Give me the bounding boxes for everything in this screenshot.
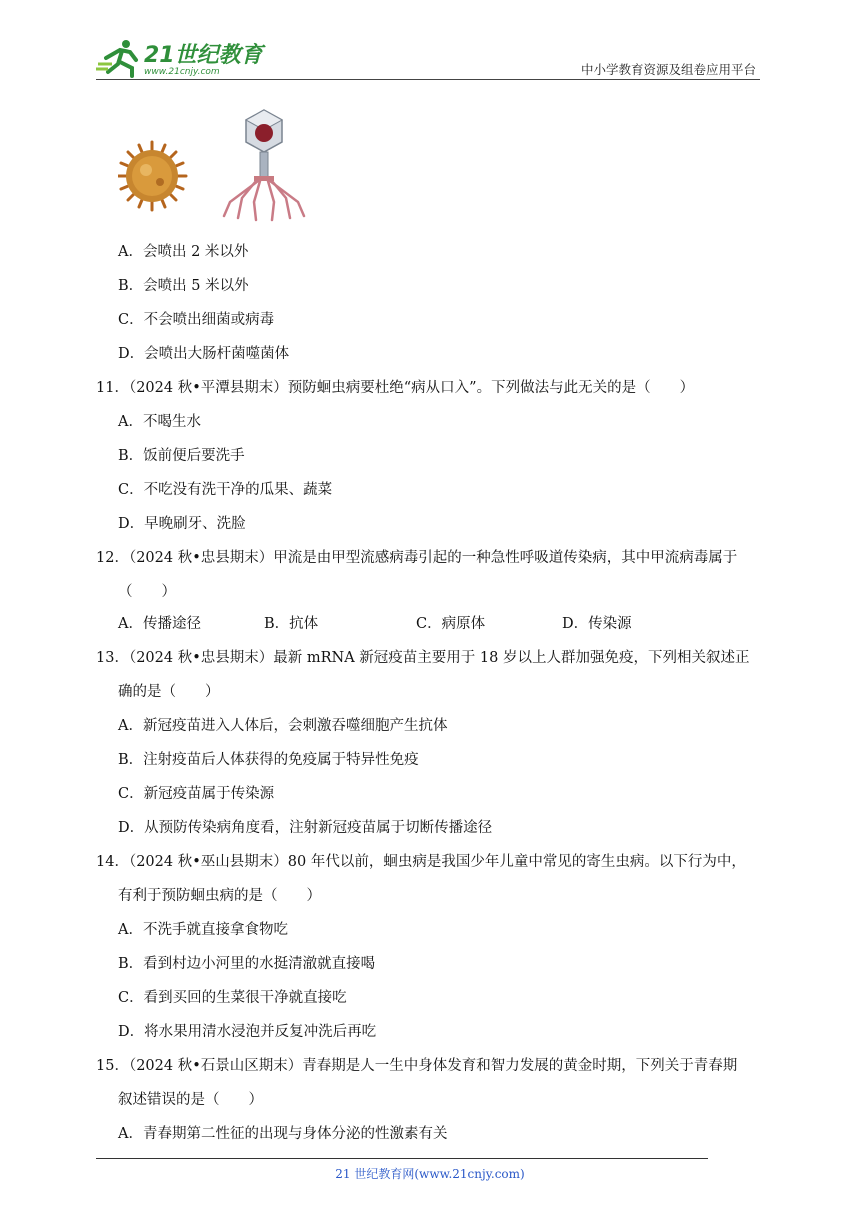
q15-stem-cont: 叙述错误的是（ ） (118, 1092, 263, 1108)
q12-stem-cont: （ ） (118, 584, 176, 600)
q11-option-d: D．早晚刷牙、洗脸 (118, 516, 246, 532)
q14-stem: 14．（2024 秋•巫山县期末）80 年代以前，蛔虫病是我国少年儿童中常见的寄生虫病。以下行为中， (96, 854, 746, 870)
q14-stem-cont: 有利于预防蛔虫病的是（ ） (118, 888, 321, 904)
q14-option-d: D．将水果用清水浸泡并反复冲洗后再吃 (118, 1024, 377, 1040)
q14-option-c: C．看到买回的生菜很干净就直接吃 (118, 990, 347, 1006)
q10-option-a: A．会喷出 2 米以外 (118, 244, 249, 260)
logo-url: www.21cnjy.com (144, 67, 220, 77)
platform-name: 中小学教育资源及组卷应用平台 (580, 62, 756, 77)
q13-option-d: D．从预防传染病角度看，注射新冠疫苗属于切断传播途径 (118, 820, 493, 836)
runner-icon (96, 40, 136, 76)
footer-text: 21 世纪教育网(www.21cnjy.com) (335, 1167, 525, 1181)
footer-divider (96, 1158, 708, 1159)
q13-option-c: C．新冠疫苗属于传染源 (118, 786, 275, 802)
q13-option-a: A．新冠疫苗进入人体后，会刺激吞噬细胞产生抗体 (118, 718, 448, 734)
q13-option-b: B．注射疫苗后人体获得的免疫属于特异性免疫 (118, 752, 419, 768)
q12-option-d: D．传染源 (562, 616, 632, 632)
header-divider (96, 79, 760, 80)
q10-option-d: D．会喷出大肠杆菌噬菌体 (118, 346, 290, 362)
q10-option-c: C．不会喷出细菌或病毒 (118, 312, 275, 328)
q11-stem: 11．（2024 秋•平潭县期末）预防蛔虫病要杜绝“病从口入”。下列做法与此无关的是（ ） (96, 380, 695, 396)
q10-option-b: B．会喷出 5 米以外 (118, 278, 249, 294)
q12-options (118, 612, 678, 634)
q12-stem: 12．（2024 秋•忠县期末）甲流是由甲型流感病毒引起的一种急性呼吸道传染病，其中甲流病毒属于 (96, 550, 738, 566)
q13-stem: 13．（2024 秋•忠县期末）最新 mRNA 新冠疫苗主要用于 18 岁以上人群加强免疫，下列相关叙述正 (96, 650, 750, 666)
site-logo (96, 36, 276, 78)
logo-text: 21世纪教育 (144, 43, 263, 68)
virus-icon (118, 142, 186, 210)
q12-option-a: A．传播途径 (118, 616, 201, 632)
question-figures (118, 106, 318, 222)
q12-option-b: B．抗体 (264, 616, 319, 632)
q13-stem-cont: 确的是（ ） (118, 684, 220, 700)
q11-option-b: B．饭前便后要洗手 (118, 448, 245, 464)
q11-option-c: C．不吃没有洗干净的瓜果、蔬菜 (118, 482, 333, 498)
q14-option-a: A．不洗手就直接拿食物吃 (118, 922, 288, 938)
q12-option-c: C．病原体 (416, 616, 486, 632)
q15-stem: 15．（2024 秋•石景山区期末）青春期是人一生中身体发育和智力发展的黄金时期，下列关于青春期 (96, 1058, 738, 1074)
q14-option-b: B．看到村边小河里的水挺清澈就直接喝 (118, 956, 376, 972)
page-header (96, 36, 760, 80)
bacteriophage-icon (224, 110, 304, 220)
q15-option-a: A．青春期第二性征的出现与身体分泌的性激素有关 (118, 1126, 448, 1142)
q11-option-a: A．不喝生水 (118, 414, 201, 430)
